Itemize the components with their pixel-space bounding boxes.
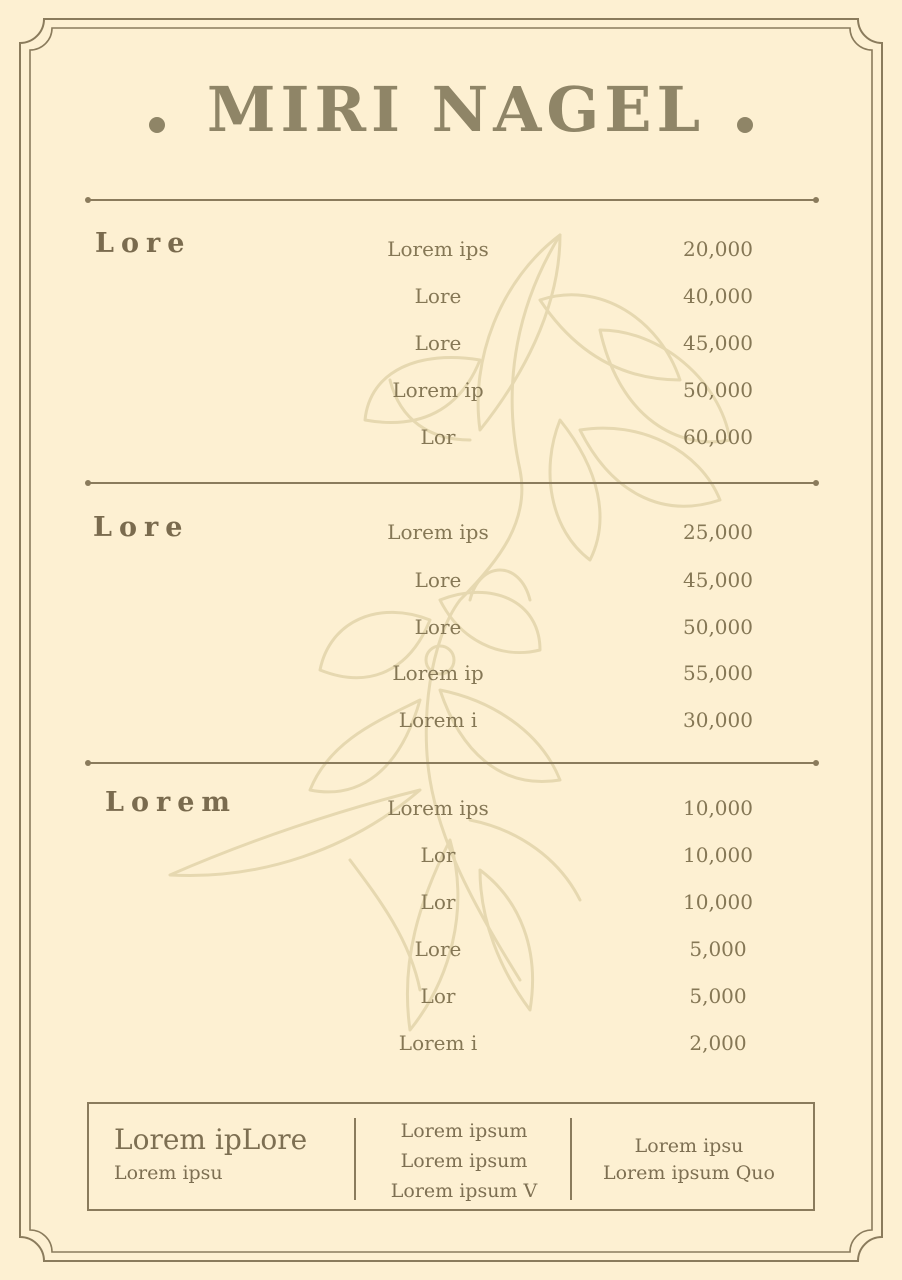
menu-item-name: Lore [414,937,462,961]
menu-item [0,936,902,983]
restaurant-title [0,72,902,148]
title-dot-left-icon [149,117,165,133]
menu-item-name: Lore [414,331,462,355]
menu-item-price: 5,000 [689,984,747,1008]
menu-item-name: Lore [414,568,462,592]
footer-line: Lorem ipsum [400,1120,528,1142]
menu-item-price: 50,000 [683,378,753,402]
menu-item [0,707,902,754]
menu-item [0,1030,902,1077]
footer-subtext: Lorem ipsu [114,1162,223,1184]
section-divider [88,482,816,484]
title-text: MIRI NAGEL [206,73,706,146]
menu-item-name: Lore [414,615,462,639]
menu-item-price: 45,000 [683,568,753,592]
footer-column-2 [357,1116,571,1206]
menu-item-price: 25,000 [683,520,753,544]
menu-item [0,236,902,283]
footer-column-3 [573,1133,805,1187]
menu-item-price: 55,000 [683,661,753,685]
section-heading: Lorem [105,787,237,818]
menu-item [0,842,902,889]
menu-item [0,889,902,936]
menu-item-name: Lorem i [398,708,478,732]
menu-item-price: 60,000 [683,425,753,449]
menu-item-name: Lor [420,843,456,867]
menu-item-name: Lorem i [398,1031,478,1055]
menu-item-price: 5,000 [689,937,747,961]
section-divider [88,199,816,201]
footer-line: Lorem ipsum Quo [603,1162,775,1184]
menu-item-name: Lorem ips [387,237,489,261]
footer-divider [354,1118,356,1200]
menu-item [0,567,902,614]
menu-item-name: Lorem ip [392,378,484,402]
footer-line: Lorem ipsum V [390,1180,538,1202]
menu-item [0,660,902,707]
menu-item-price: 45,000 [683,331,753,355]
menu-item-price: 10,000 [683,796,753,820]
footer-divider [570,1118,572,1200]
menu-item [0,283,902,330]
menu-item-name: Lor [420,984,456,1008]
menu-item-name: Lorem ip [392,661,484,685]
menu-item-name: Lorem ips [387,520,489,544]
menu-item-name: Lorem ips [387,796,489,820]
title-dot-right-icon [737,117,753,133]
section-heading: Lore [93,512,190,543]
footer-info-box [87,1102,815,1211]
menu-item [0,519,902,566]
menu-item [0,795,902,842]
menu-item-price: 50,000 [683,615,753,639]
menu-item-price: 10,000 [683,843,753,867]
footer-line: Lorem ipsu [634,1135,744,1157]
menu-item-price: 30,000 [683,708,753,732]
menu-item [0,330,902,377]
menu-item [0,983,902,1030]
menu-item [0,377,902,424]
menu-item-price: 40,000 [683,284,753,308]
menu-item [0,424,902,471]
menu-item-price: 20,000 [683,237,753,261]
footer-heading: Lorem ipLore [114,1123,308,1156]
menu-item-name: Lore [414,284,462,308]
section-divider [88,762,816,764]
menu-item [0,614,902,661]
menu-item-price: 10,000 [683,890,753,914]
menu-item-name: Lor [420,890,456,914]
menu-item-price: 2,000 [689,1031,747,1055]
menu-item-name: Lor [420,425,456,449]
footer-line: Lorem ipsum [400,1150,528,1172]
footer-column-1 [114,1120,354,1186]
section-heading: Lore [95,228,192,259]
